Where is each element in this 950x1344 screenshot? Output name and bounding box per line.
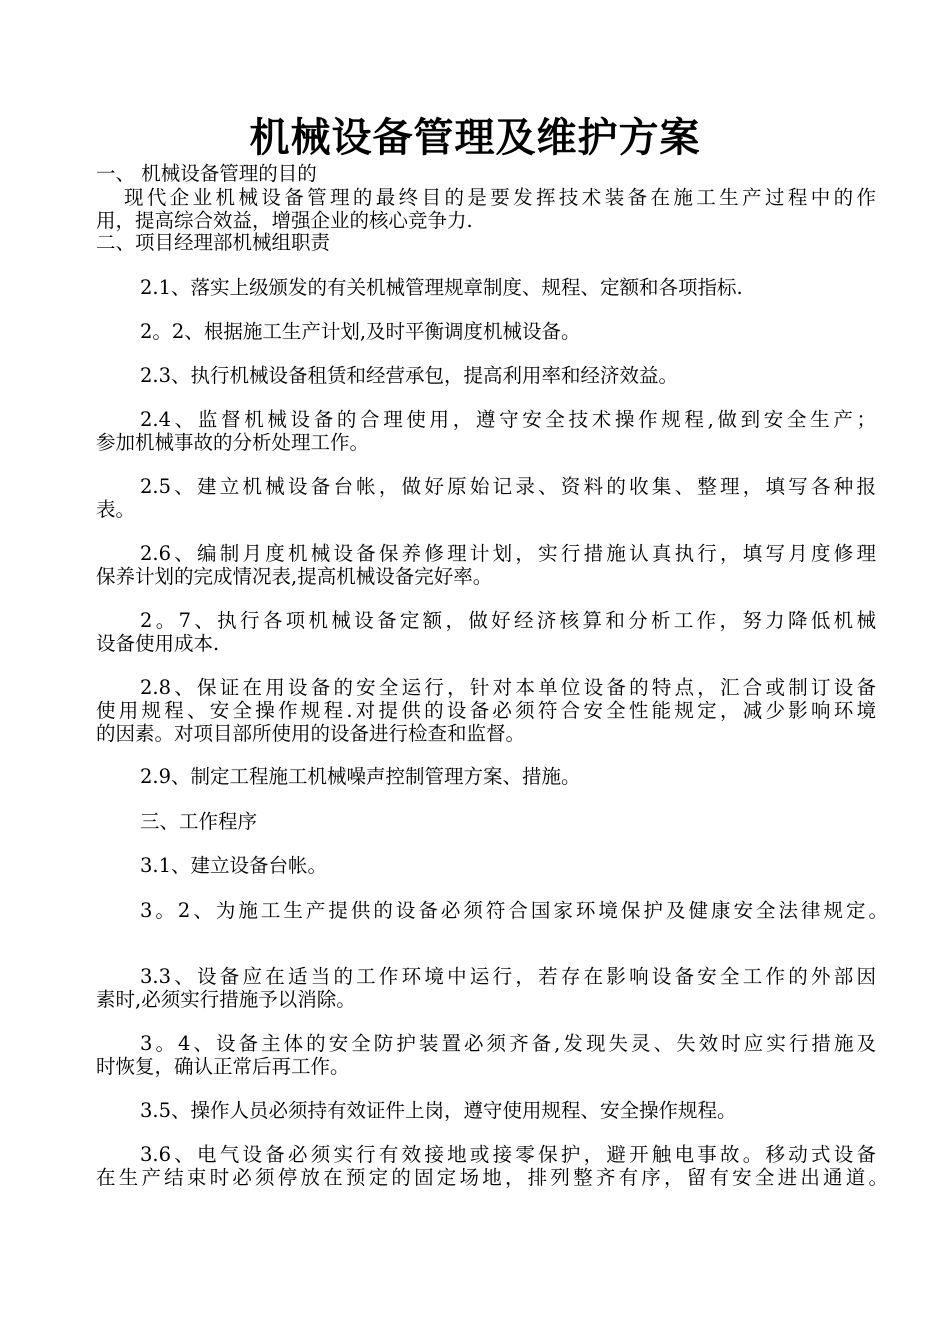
item-3-3-cont: 素时,必须实行措施予以消除。: [96, 988, 356, 1011]
item-2-6-cont: 保养计划的完成情况表,提高机械设备完好率。: [96, 565, 493, 588]
item-3-4: 3。4、设备主体的安全防护装置必须齐备,发现失灵、失效时应实行措施及: [140, 1032, 876, 1055]
heading-2: 二、项目经理部机械组职责: [96, 231, 331, 254]
paragraph-line: 现代企业机械设备管理的最终目的是要发挥技术装备在施工生产过程中的作: [124, 186, 876, 209]
item-2-6: 2.6、编制月度机械设备保养修理计划，实行措施认真执行，填写月度修理: [140, 542, 876, 565]
item-2-4: 2.4、监督机械设备的合理使用，遵守安全技术操作规程,做到安全生产；: [140, 408, 876, 431]
item-2-8-cont: 的因素。对项目部所使用的设备进行检查和监督。: [96, 722, 526, 745]
item-3-4-cont: 时恢复，确认正常后再工作。: [96, 1055, 350, 1078]
item-2-7-cont: 设备使用成本.: [96, 632, 220, 655]
item-3-3: 3.3、设备应在适当的工作环境中运行，若存在影响设备安全工作的外部因: [140, 965, 876, 988]
item-3-2: 3。2、为施工生产提供的设备必须符合国家环境保护及健康安全法律规定。: [140, 899, 888, 922]
item-2-5: 2.5、建立机械设备台帐，做好原始记录、资料的收集、整理，填写各种报: [140, 475, 876, 498]
heading-1: 一、 机械设备管理的目的: [96, 162, 317, 185]
item-2-7: 2。7、执行各项机械设备定额，做好经济核算和分析工作，努力降低机械: [140, 609, 876, 632]
item-2-3: 2.3、执行机械设备租赁和经营承包，提高利用率和经济效益。: [140, 364, 679, 387]
item-2-1: 2.1、落实上级颁发的有关机械管理规章制度、规程、定额和各项指标.: [140, 276, 743, 299]
item-2-8: 2.8、保证在用设备的安全运行，针对本单位设备的特点，汇合或制订设备: [140, 676, 876, 699]
item-2-9: 2.9、制定工程施工机械噪声控制管理方案、措施。: [140, 765, 581, 788]
item-2-5-cont: 表。: [96, 498, 136, 521]
item-3-6: 3.6、电气设备必须实行有效接地或接零保护，避开触电事故。移动式设备: [140, 1143, 876, 1166]
item-3-5: 3.5、操作人员必须持有效证件上岗，遵守使用规程、安全操作规程。: [140, 1099, 737, 1122]
item-2-2: 2。2、根据施工生产计划,及时平衡调度机械设备。: [140, 320, 581, 343]
document-title: 机械设备管理及维护方案: [249, 115, 701, 161]
item-2-8-cont: 使用规程、安全操作规程.对提供的设备必须符合安全性能规定，减少影响环境: [96, 699, 876, 722]
paragraph-line: 用，提高综合效益，增强企业的核心竞争力.: [96, 209, 473, 232]
item-3-6-cont: 在生产结束时必须停放在预定的固定场地，排列整齐有序，留有安全进出通道。: [96, 1166, 888, 1189]
item-3-1: 3.1、建立设备台帐。: [140, 854, 328, 877]
heading-3: 三、工作程序: [140, 810, 258, 833]
item-2-4-cont: 参加机械事故的分析处理工作。: [96, 431, 370, 454]
